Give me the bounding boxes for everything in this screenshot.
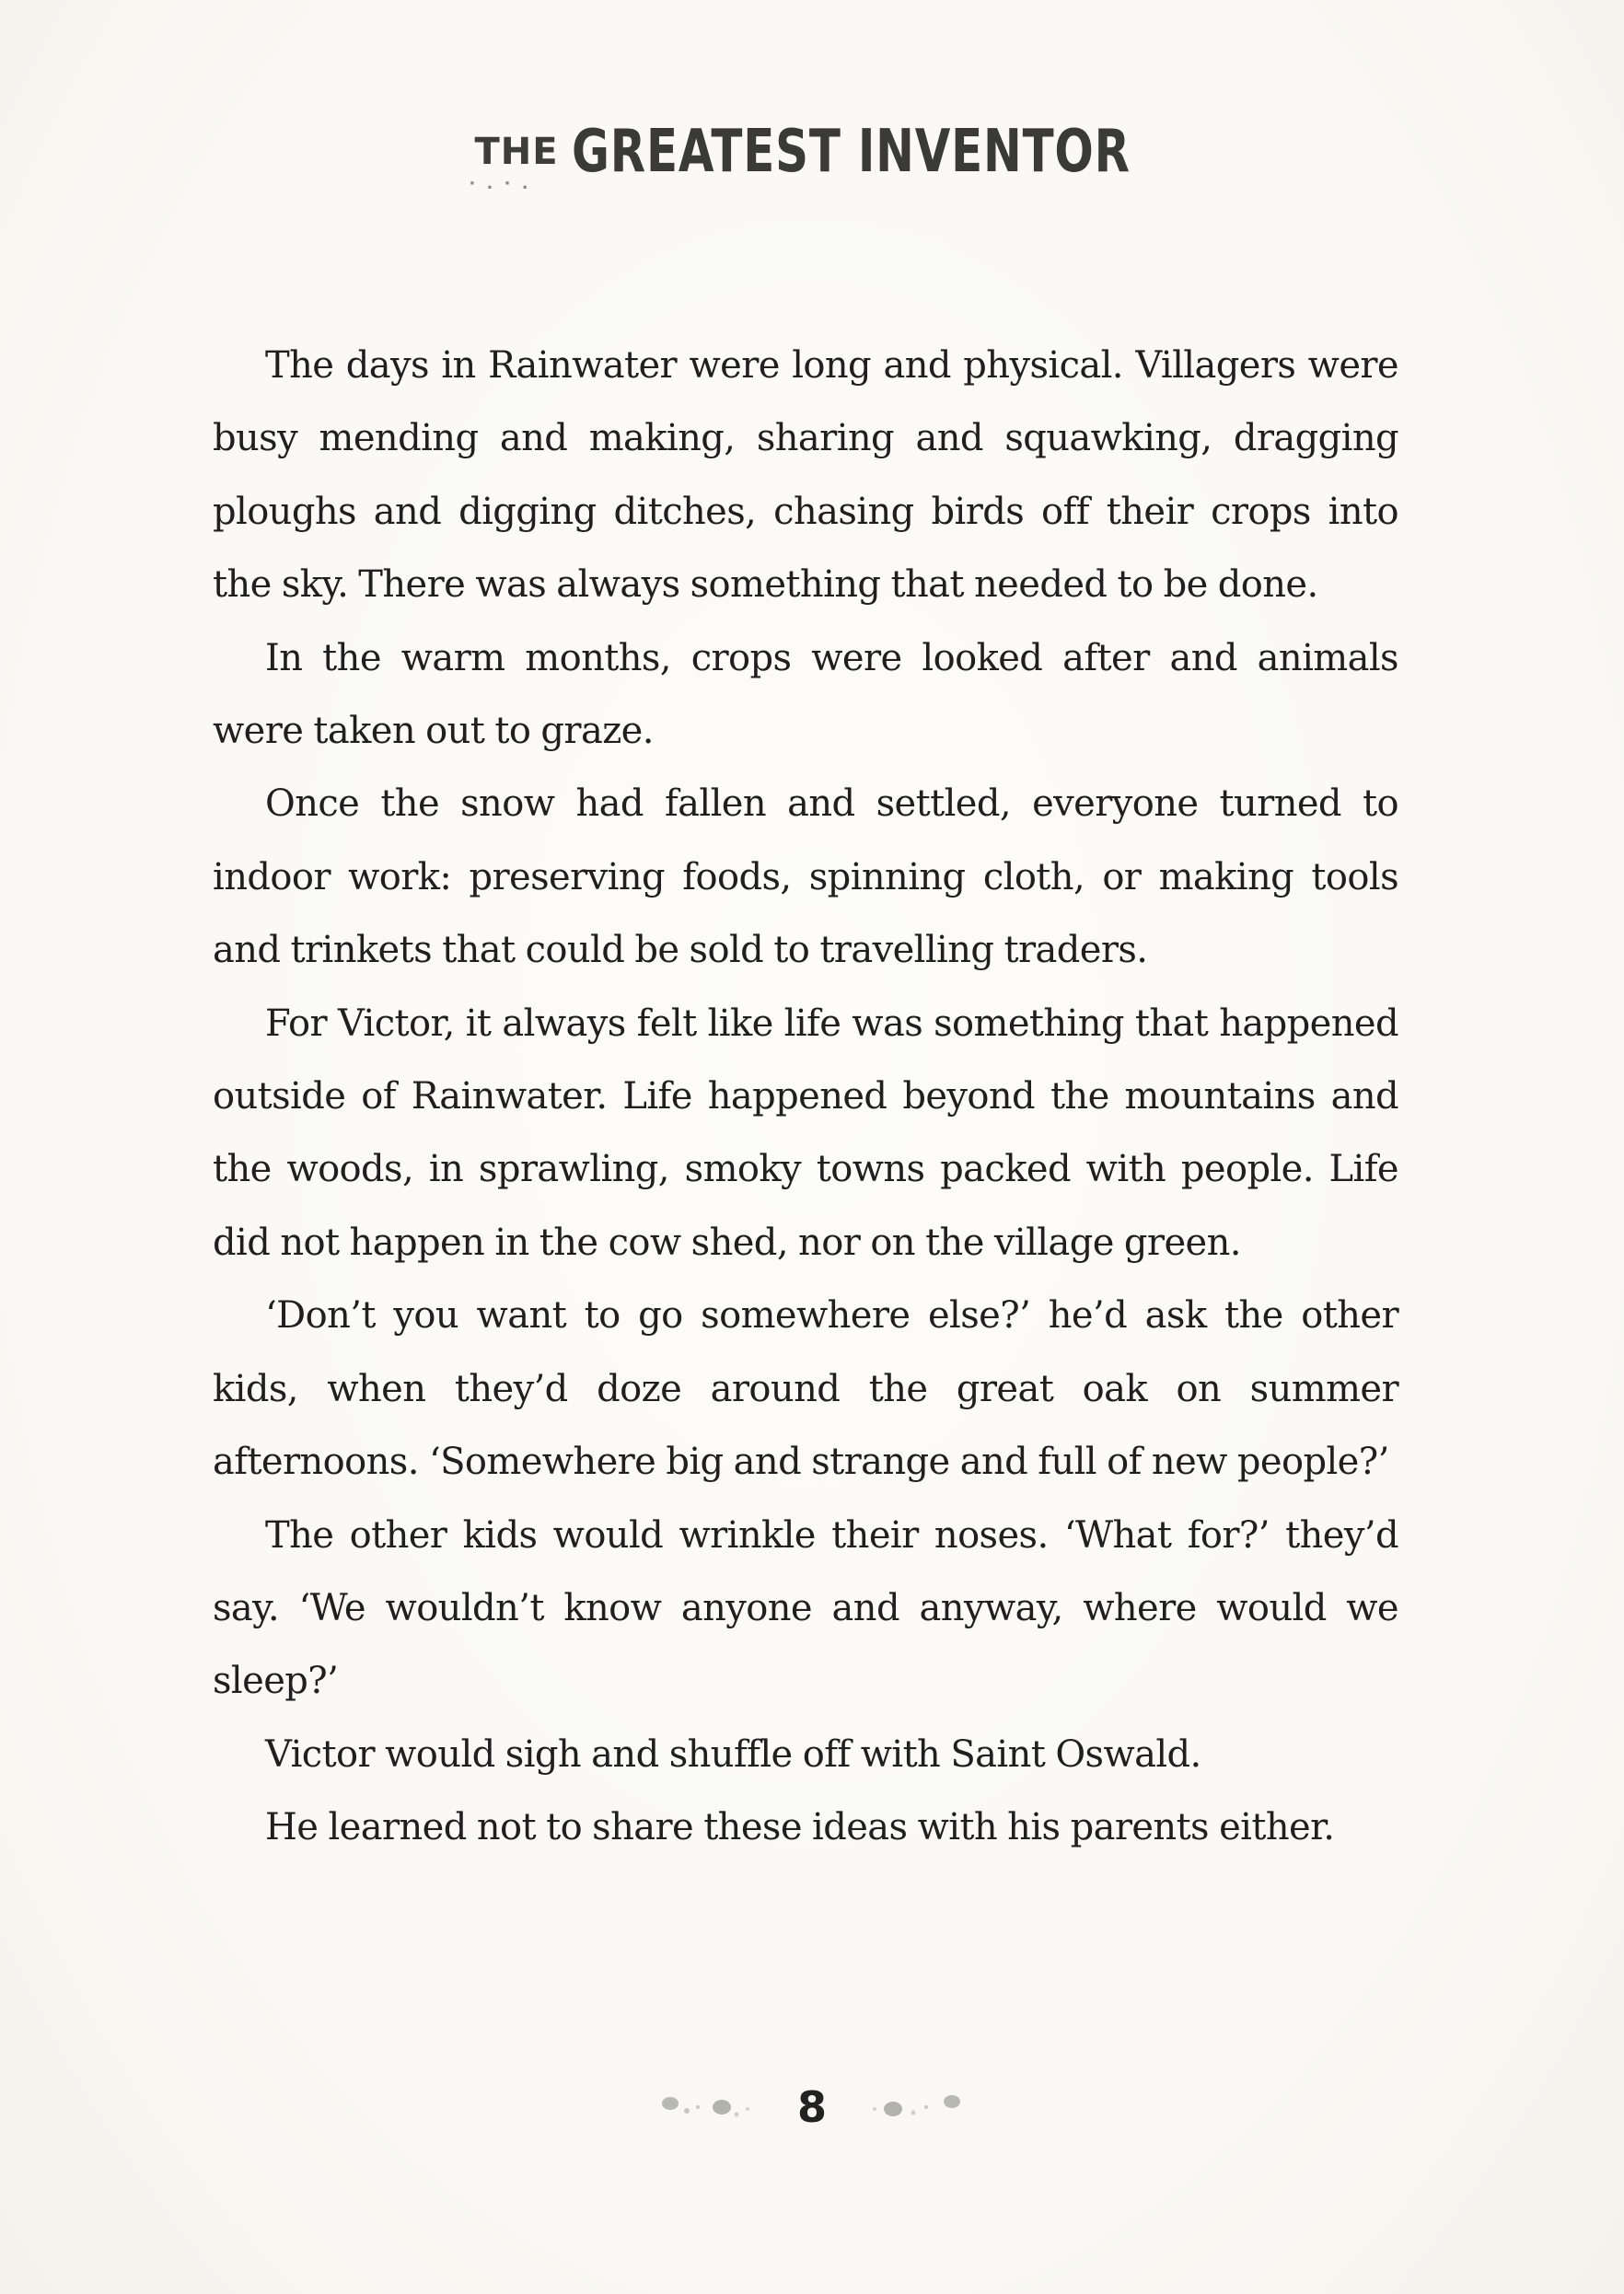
header-the: THE · . · . — [474, 131, 558, 173]
paragraph: ‘Don’t you want to go somewhere else?’ he’d ask the other kids, when they’d doze around the great oak on summer afternoons. ‘Somewhere big and strange and full of new people?’ — [213, 1294, 1398, 1484]
paragraph: He learned not to share these ideas with his parents either. — [265, 1806, 1335, 1849]
paragraph: For Victor, it always felt like life was something that happened outside of Rainwater. Life happened beyond the mountains and the woods, in sprawling, smoky towns packed with people. Life did not happen in the cow shed, nor on the village green. — [213, 1002, 1398, 1264]
paragraph: Victor would sigh and shuffle off with Saint Oswald. — [265, 1732, 1201, 1776]
page-body — [213, 330, 1398, 1865]
ornament-leaf-icon — [652, 2089, 762, 2126]
page-number: 8 — [796, 2082, 827, 2132]
paragraph: Once the snow had fallen and settled, everyone turned to indoor work: preserving foods, spinning cloth, or making tools and trinkets that could be sold to travelling traders. — [213, 782, 1398, 972]
paragraph: In the warm months, crops were looked after and animals were taken out to graze. — [213, 636, 1398, 753]
paragraph: The other kids would wrinkle their noses. ‘What for?’ they’d say. ‘We wouldn’t know anyone and anyway, where would we sleep?’ — [213, 1513, 1398, 1703]
paragraph: The days in Rainwater were long and physical. Villagers were busy mending and making, sharing and squawking, dragging ploughs and digging ditches, chasing birds off their crops into the sky. There was always something that needed to be done. — [213, 344, 1398, 607]
ornament-leaf-icon — [862, 2089, 972, 2126]
page-footer — [0, 2082, 1624, 2132]
running-header — [0, 118, 1624, 186]
book-title: GREATEST INVENTOR — [571, 118, 1131, 186]
